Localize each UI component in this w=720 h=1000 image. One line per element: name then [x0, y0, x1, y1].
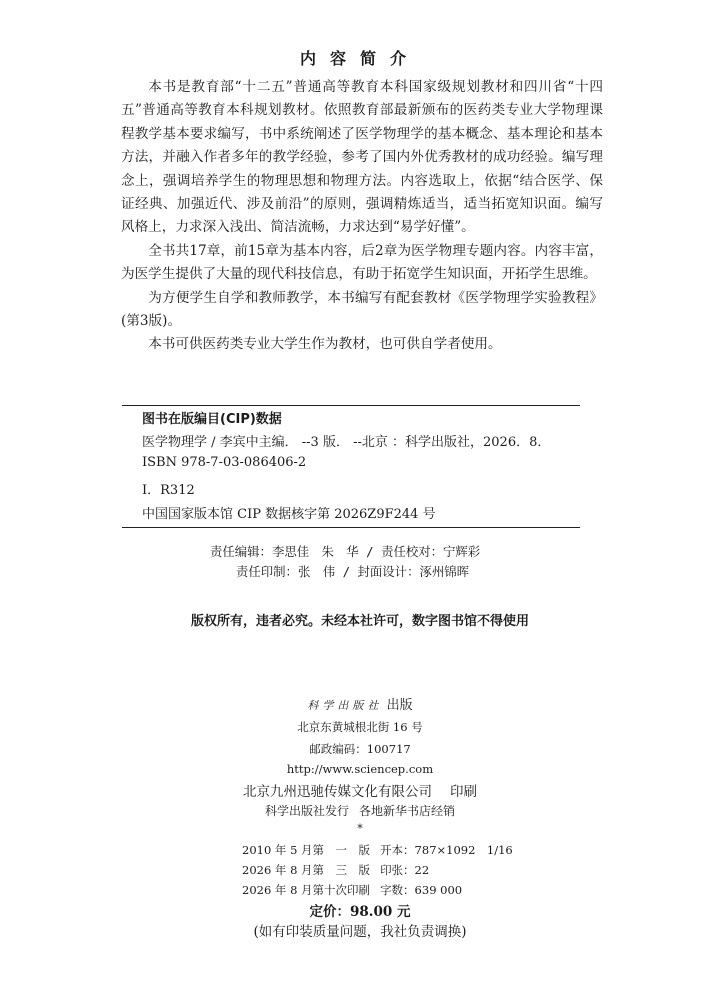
intro-paragraph: 全书共17章，前15章为基本内容，后2章为医学物理专题内容。内容丰富，为医学生提供了大量的现代科技信息，有助于拓宽学生知识面，开拓学生思维。 — [121, 242, 603, 283]
printer-name: 北京九州迅驰传媒文化有限公司 — [243, 784, 432, 800]
production-credits: 责任印制：张 伟 / 封面设计：涿州锦晖 — [236, 564, 470, 579]
word-count: 字数：639 000 — [380, 883, 463, 897]
intro-paragraph: 本书可供医药类专业大学生作为教材，也可供自学者使用。 — [148, 336, 502, 353]
printing-date: 2026 年 8 月第十次印刷 — [242, 883, 371, 897]
edition-line — [242, 862, 429, 878]
publisher-suffix: 出版 — [386, 698, 413, 713]
copyright-notice: 版权所有，违者必究。未经本社许可，数字图书馆不得使用 — [190, 614, 529, 629]
edition-line — [242, 882, 462, 898]
intro-body — [121, 76, 603, 357]
edition-line — [242, 842, 513, 858]
cip-top-rule — [122, 405, 580, 406]
quality-notice: (如有印装质量问题，我社负责调换) — [253, 924, 467, 940]
publisher-name: 科学出版社 — [307, 699, 383, 712]
separator-mark: * — [357, 822, 363, 835]
cip-isbn: ISBN 978-7-03-086406-2 — [142, 455, 307, 470]
publisher-website: http://www.sciencep.com — [286, 762, 434, 776]
distribution-line — [0, 802, 720, 819]
printer-line — [0, 780, 720, 800]
printer-role: 印刷 — [450, 784, 477, 800]
distributor-issuer: 科学出版社发行 — [264, 804, 349, 818]
edition-date: 2026 年 8 月第 三 版 — [242, 863, 371, 877]
publisher-postcode: 邮政编码：100717 — [309, 742, 411, 756]
cip-record-number: 中国国家版本馆 CIP 数据核字第 2026Z9F244 号 — [142, 507, 436, 522]
format-info: 开本：787×1092 1/16 — [380, 843, 513, 857]
intro-title: 内容简介 — [299, 49, 420, 68]
price: 定价：98.00 元 — [309, 904, 411, 920]
cip-title-line: 医学物理学 / 李宾中主编． --3 版． --北京 ：科学出版社，2026．8． — [142, 435, 551, 450]
publisher-line — [0, 694, 720, 713]
cip-bottom-rule — [122, 527, 580, 528]
sheets-info: 印张：22 — [380, 863, 430, 877]
distributor-sellers: 各地新华书店经销 — [359, 804, 456, 818]
cip-heading: 图书在版编目(CIP)数据 — [142, 412, 282, 427]
publisher-address: 北京东黄城根北街 16 号 — [297, 720, 423, 734]
intro-paragraph: 本书是教育部“十二五”普通高等教育本科国家级规划教材和四川省“十四五”普通高等教育本科规划教材。依照教育部最新颁布的医药类专业大学物理课程教学基本要求编写，书中系统阐述了医学物理学的基本概念、基本理论和基本方法，并融入作者多年的教学经验，参考了国内外优秀教材的成功经验。编写理念上，强调培养学生的物理思想和物理方法。内容选取上，依据“结合医学、保证经典、加强近代、涉及前沿”的原则，强调精炼适当，适当拓宽知识面。编写风格上，力求深入浅出、简洁流畅，力求达到“易学好懂”。 — [121, 79, 603, 236]
cip-classification: Ⅰ．R312 — [142, 483, 195, 498]
edition-date: 2010 年 5 月第 一 版 — [242, 843, 371, 857]
editor-credits: 责任编辑：李思佳 朱 华 / 责任校对：宁辉彩 — [210, 544, 481, 559]
intro-paragraph: 为方便学生自学和教师教学，本书编写有配套教材《医学物理学实验教程》(第3版)。 — [121, 289, 603, 330]
